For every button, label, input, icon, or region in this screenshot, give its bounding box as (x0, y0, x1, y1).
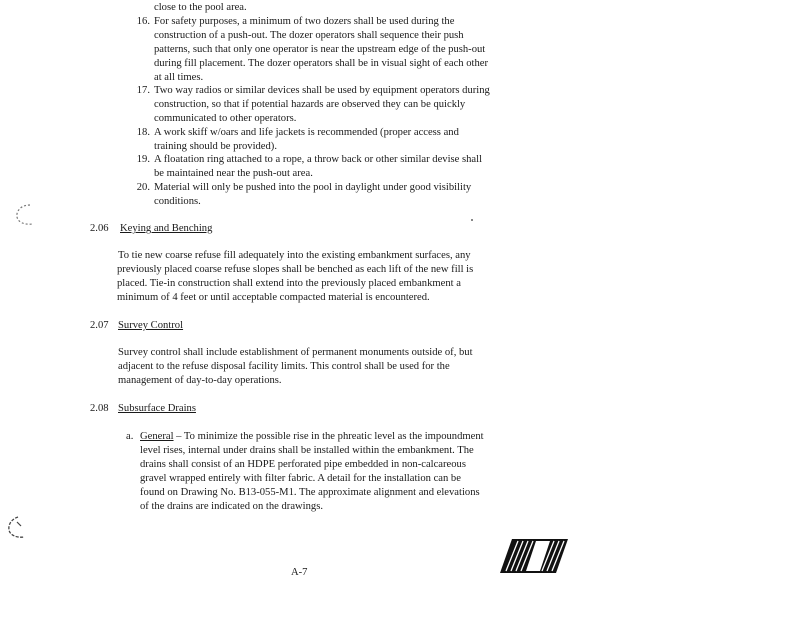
section-heading: Keying and Benching (120, 223, 213, 234)
list-text: training should be provided). (154, 141, 277, 152)
section-heading: Subsurface Drains (118, 403, 196, 414)
subsection-title: General (140, 431, 174, 442)
paragraph-line: adjacent to the refuse disposal facility limits. This control shall be used for the (118, 361, 450, 372)
paragraph-line: To tie new coarse refuse fill adequately into the existing embankment surfaces, any (118, 250, 471, 261)
binding-hole-mark-icon (12, 202, 38, 228)
subsection-text: – To minimize the possible rise in the phreatic level as the impoundment (173, 431, 484, 442)
striped-logo-icon (498, 537, 570, 575)
list-number: 16. (136, 16, 150, 27)
list-text: A floatation ring attached to a rope, a throw back or other similar devise shall (154, 154, 483, 165)
list-item-15-tail: close to the pool area. (154, 2, 247, 13)
list-text: A work skiff w/oars and life jackets is recommended (proper access and (154, 127, 459, 138)
paragraph-line: Survey control shall include establishment of permanent monuments outside of, but (118, 347, 473, 358)
section-number: 2.07 (90, 320, 109, 331)
list-text: be maintained near the push-out area. (154, 168, 313, 179)
list-number: 20. (136, 182, 150, 193)
list-text: construction, so that if potential hazards are observed they can be quickly (154, 99, 466, 110)
list-text: communicated to other operators. (154, 113, 297, 124)
section-number: 2.08 (90, 403, 109, 414)
paragraph-line: of the drains are indicated on the drawings. (140, 501, 323, 512)
paragraph-line: found on Drawing No. B13-055-M1. The approximate alignment and elevations (140, 487, 480, 498)
section-number: 2.06 (90, 223, 109, 234)
list-text: construction of a push-out. The dozer operators shall sequence their push (154, 30, 464, 41)
paragraph-line: placed. Tie-in construction shall extend into the previously placed embankment a (117, 278, 461, 289)
list-text: Two way radios or similar devices shall be used by equipment operators during (154, 85, 490, 96)
paragraph-line: minimum of 4 feet or until acceptable compacted material is encountered. (117, 292, 430, 303)
list-number: 17. (136, 85, 150, 96)
paragraph-line: drains shall consist of an HDPE perforated pipe embedded in non-calcareous (140, 459, 466, 470)
section-heading: Survey Control (118, 320, 184, 331)
binding-hole-mark-icon (4, 514, 32, 540)
list-text: during fill placement. The dozer operators shall be in visual sight of each other (154, 58, 488, 69)
list-number: 19. (136, 154, 150, 165)
list-text: patterns, such that only one operator is near the upstream edge of the push-out (154, 44, 486, 55)
list-text: conditions. (154, 196, 201, 207)
paragraph-line: management of day-to-day operations. (118, 375, 282, 386)
paragraph-line: previously placed coarse refuse slopes shall be benched as each lift of the new fill is (117, 264, 474, 275)
paragraph-line: level rises, internal under drains shall be installed within the embankment. The (140, 445, 474, 456)
subsection-letter: a. (126, 431, 134, 442)
page-number: A-7 (291, 567, 308, 578)
paragraph-line: gravel wrapped entirely with filter fabric. A detail for the installation can be (140, 473, 461, 484)
list-number: 18. (136, 127, 150, 138)
subsection-first-line (140, 430, 484, 444)
scan-speck (471, 219, 473, 221)
list-text: at all times. (154, 72, 204, 83)
list-text: Material will only be pushed into the pool in daylight under good visibility (154, 182, 472, 193)
list-text: For safety purposes, a minimum of two dozers shall be used during the (154, 16, 455, 27)
